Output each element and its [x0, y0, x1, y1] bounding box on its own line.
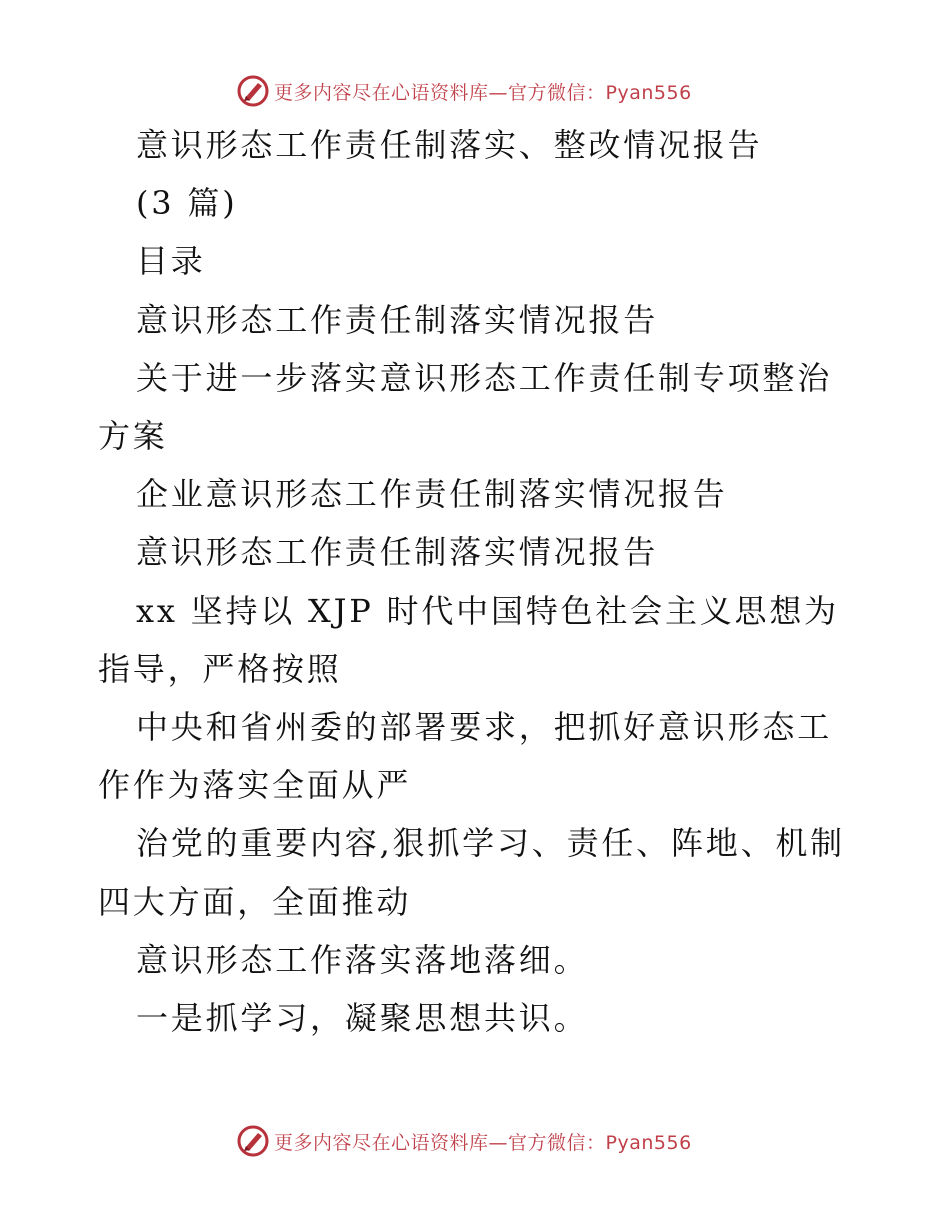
- body-paragraph: 一是抓学习，凝聚思想共识。: [136, 999, 589, 1038]
- toc-heading: 目录: [136, 242, 206, 281]
- body-paragraph: 中央和省州委的部署要求，把抓好意识形态工作作为落实全面从严: [98, 708, 833, 805]
- document-body: [98, 116, 858, 1047]
- footer-watermark: [236, 1124, 692, 1158]
- body-paragraph: xx 坚持以 XJP 时代中国特色社会主义思想为指导，严格按照: [98, 591, 839, 688]
- pen-seal-logo-icon: [236, 1124, 270, 1158]
- pen-seal-logo-icon: [236, 74, 270, 108]
- document-title: 意识形态工作责任制落实、整改情况报告: [136, 126, 763, 164]
- watermark-text: 更多内容尽在心语资料库—官方微信：Pyan556: [274, 81, 692, 104]
- watermark-text: 更多内容尽在心语资料库—官方微信：Pyan556: [274, 1131, 692, 1154]
- header-watermark: [236, 74, 692, 108]
- section-heading: 意识形态工作责任制落实情况报告: [136, 533, 659, 572]
- article-count: (3 篇): [136, 184, 238, 223]
- toc-item: 企业意识形态工作责任制落实情况报告: [136, 475, 728, 514]
- toc-item: 意识形态工作责任制落实情况报告: [136, 300, 659, 339]
- body-paragraph: 治党的重要内容,狠抓学习、责任、阵地、机制四大方面，全面推动: [98, 824, 845, 921]
- body-paragraph: 意识形态工作落实落地落细。: [136, 940, 589, 979]
- toc-item: 关于进一步落实意识形态工作责任制专项整治方案: [98, 358, 833, 456]
